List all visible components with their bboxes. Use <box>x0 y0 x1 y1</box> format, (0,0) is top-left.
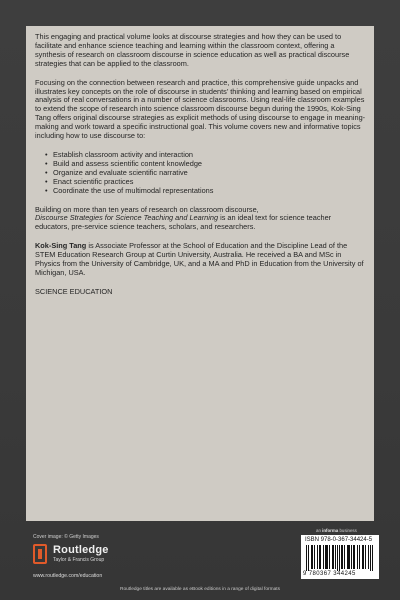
blurb-text <box>35 33 367 307</box>
informa-tag <box>316 528 357 533</box>
routledge-logo-icon <box>33 544 47 564</box>
isbn-label: ISBN 978-0-367-34424-5 <box>305 537 373 543</box>
barcode-icon <box>306 545 374 571</box>
para3-rest: is an ideal text for science teacher educators, pre-service science teachers, scholars, and researchers. <box>35 213 332 232</box>
author-bio <box>35 242 367 278</box>
barcode-number: 9 780367 344245 <box>303 571 356 577</box>
blurb-paragraph-2: Focusing on the connection between research and practice, this comprehensive guide unpacks and illustrates key concepts on the role of discourse in students’ thinking and learning based on empirical analysis of real conversations in a number of science classrooms. Using real-life classroom examples to extend the scope of research into science classroom discourse begun during the 1990s, Kok-Sing Tang offers original discourse strategies as explicit methods of using discourse to engage in meaning-making and work toward a specific instructional goal. This volume covers new and informative topics including how to use discourse to: <box>35 77 366 141</box>
author-bio-text: is Associate Professor at the School of Education and the Discipline Lead of the STEM Education Research Group at Curtin University, Australia. He received a BA and MSc in Physics from the University of Cambridge, UK, and a MA and PhD in Education from the University of Michigan, USA. <box>35 241 364 277</box>
publisher-subtitle: Taylor & Francis Group <box>53 557 105 563</box>
informa-suffix: business <box>339 528 357 533</box>
barcode-box <box>301 535 379 579</box>
book-title: Discourse Strategies for Science Teaching and Learning <box>35 213 219 223</box>
informa-brand: informa <box>322 528 339 533</box>
subject-category: SCIENCE EDUCATION <box>35 286 113 296</box>
topic-item: • Enact scientific practices <box>45 178 367 187</box>
topic-item: • Organize and evaluate scientific narrative <box>45 169 367 178</box>
publisher-logo <box>33 544 163 566</box>
topic-item: • Establish classroom activity and interaction <box>45 151 367 160</box>
blurb-paragraph-3 <box>35 206 367 233</box>
topic-list <box>35 151 367 196</box>
publisher-url: www.routledge.com/education <box>33 573 103 579</box>
para3-intro: Building on more than ten years of research on classroom discourse, <box>35 204 259 214</box>
topic-item: • Coordinate the use of multimodal representations <box>45 187 367 196</box>
author-name: Kok-Sing Tang <box>35 241 87 251</box>
informa-prefix: an <box>316 528 321 533</box>
ebook-footer: Routledge titles are available as eBook editions in a range of digital formats <box>120 587 280 592</box>
blurb-paragraph-1: This engaging and practical volume looks at discourse strategies and how they can be used to facilitate and enhance science teaching and learning within the classroom context, offering a synthesis of research on classroom discourse in science education as well as practical discourse strategies that can be applied to the classroom. <box>35 32 350 68</box>
topic-item: • Build and assess scientific content knowledge <box>45 160 367 169</box>
cover-credit: Cover image: © Getty Images <box>33 534 99 540</box>
publisher-name: Routledge <box>53 544 109 556</box>
